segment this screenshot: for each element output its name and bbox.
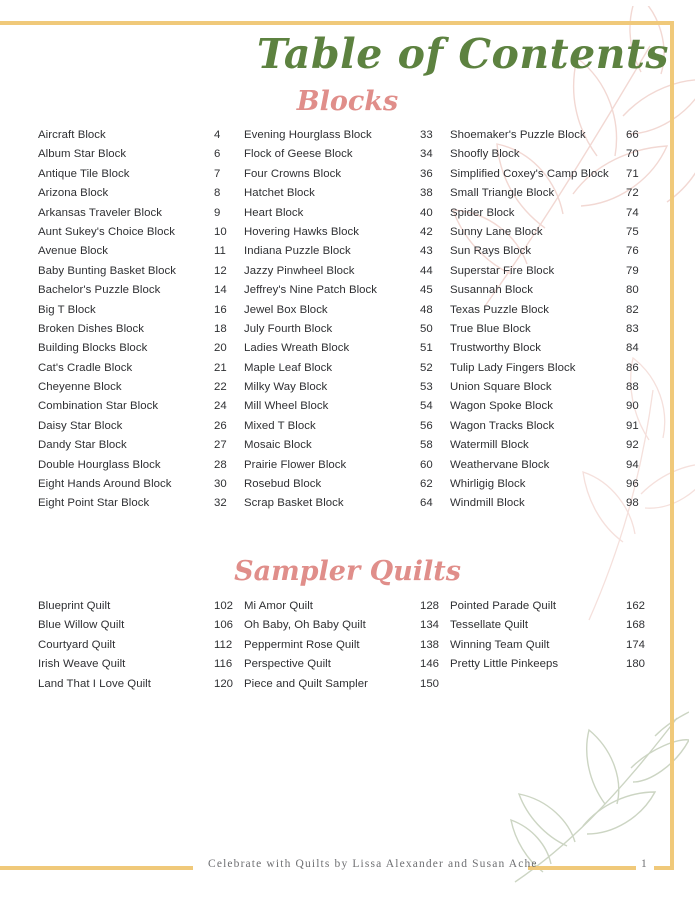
toc-entry[interactable] [38,420,244,439]
toc-entry[interactable] [450,129,656,148]
entry-title: Shoofly Block [450,148,520,161]
entry-page: 40 [420,206,433,219]
entry-page: 38 [420,187,433,200]
entry-title: Irish Weave Quilt [38,658,126,671]
toc-entry[interactable] [244,148,450,167]
entry-title: Heart Block [244,206,304,219]
entry-title: Shoemaker's Puzzle Block [450,129,586,141]
entry-title: Ladies Wreath Block [244,342,350,355]
entry-title: Dandy Star Block [38,439,127,452]
entry-page: 82 [626,303,639,316]
toc-entry[interactable] [450,478,656,497]
toc-entry[interactable] [38,245,244,264]
toc-entry[interactable] [38,678,244,697]
entry-title: Avenue Block [38,245,109,258]
entry-title: Whirligig Block [450,478,526,491]
toc-entry[interactable] [450,226,656,245]
entry-title: Mill Wheel Block [244,400,329,413]
entry-title: Four Crowns Block [244,167,342,180]
entry-page: 128 [420,600,440,612]
entry-title: Daisy Star Block [38,419,123,432]
toc-entry[interactable] [38,619,244,638]
toc-entry[interactable] [38,226,244,245]
entry-page: 7 [214,167,221,180]
toc-entry[interactable] [38,342,244,361]
entry-title: Windmill Block [450,497,525,510]
entry-page: 22 [214,381,227,394]
entry-title: Sun Rays Block [450,245,532,258]
entry-page: 76 [626,245,639,258]
entry-title: Arizona Block [38,187,109,200]
entry-page: 36 [420,167,433,180]
toc-entry[interactable] [244,639,450,658]
entry-title: Antique Tile Block [38,167,130,180]
entry-title: Tulip Lady Fingers Block [450,361,576,374]
toc-entry[interactable] [38,478,244,497]
entry-page: 10 [214,225,227,238]
entry-title: Pointed Parade Quilt [450,600,557,612]
toc-entry[interactable] [38,187,244,206]
toc-entry[interactable] [450,148,656,167]
entry-title: Jazzy Pinwheel Block [244,264,355,277]
toc-entry[interactable] [450,323,656,342]
page-title: Table of Contents [256,30,669,78]
entry-page: 56 [420,419,433,432]
entry-page: 84 [626,342,639,355]
entry-page: 64 [420,497,433,510]
entry-page: 11 [214,245,226,258]
toc-entry[interactable] [244,478,450,497]
entry-title: Union Square Block [450,381,552,394]
entry-title: Courtyard Quilt [38,638,116,651]
toc-entry[interactable] [244,207,450,226]
blocks-column-3 [450,129,656,517]
toc-entry[interactable] [38,381,244,400]
entry-title: True Blue Block [450,322,531,335]
toc-entry[interactable] [450,639,656,658]
footer-book-credit: Celebrate with Quilts by Lissa Alexander and Susan Ache [208,858,538,870]
toc-entry[interactable] [38,362,244,381]
entry-page: 72 [626,187,639,200]
entry-page: 42 [420,225,433,238]
entry-page: 21 [214,361,227,374]
entry-page: 120 [214,677,234,690]
entry-title: Perspective Quilt [244,658,331,671]
page-footer [0,858,695,880]
entry-title: Jeffrey's Nine Patch Block [244,284,378,297]
toc-entry[interactable] [244,400,450,419]
entry-title: Land That I Love Quilt [38,677,151,690]
entry-page: 74 [626,206,639,219]
entry-page: 112 [214,638,233,651]
toc-entry[interactable] [244,420,450,439]
entry-page: 98 [626,497,639,510]
entry-title: Rosebud Block [244,478,322,491]
entry-page: 134 [420,619,440,632]
toc-entry[interactable] [450,187,656,206]
entry-page: 106 [214,619,234,632]
entry-title: Tessellate Quilt [450,619,529,632]
toc-entry[interactable] [38,459,244,478]
toc-entry[interactable] [450,362,656,381]
toc-entry[interactable] [450,342,656,361]
toc-entry[interactable] [244,459,450,478]
toc-entry[interactable] [38,168,244,187]
entry-page: 180 [626,658,646,671]
entry-title: Mosaic Block [244,439,312,452]
toc-entry[interactable] [450,420,656,439]
entry-page: 4 [214,129,221,141]
entry-title: Winning Team Quilt [450,638,550,651]
entry-page: 168 [626,619,646,632]
entry-page: 43 [420,245,433,258]
entry-page: 53 [420,381,433,394]
toc-entry[interactable] [38,600,244,619]
entry-page: 51 [420,342,433,355]
entry-title: Watermill Block [450,439,529,452]
entry-title: Jewel Box Block [244,303,328,316]
entry-page: 150 [420,677,440,690]
entry-title: Small Triangle Block [450,187,555,200]
entry-title: Maple Leaf Block [244,361,333,374]
toc-entry[interactable] [38,148,244,167]
toc-entry[interactable] [450,207,656,226]
entry-page: 12 [214,264,227,277]
entry-title: Peppermint Rose Quilt [244,638,360,651]
toc-entry[interactable] [244,304,450,323]
entry-page: 30 [214,478,227,491]
sampler-quilts-entry-columns [38,600,656,697]
entry-page: 88 [626,381,639,394]
toc-entry[interactable] [244,265,450,284]
footer-page-number: 1 [641,858,647,870]
entry-title: Building Blocks Block [38,342,148,355]
toc-entry[interactable] [244,678,450,697]
quilts-column-1 [38,600,244,697]
toc-entry[interactable] [244,381,450,400]
toc-entry[interactable] [450,600,656,619]
entry-title: Weathervane Block [450,458,550,471]
toc-entry[interactable] [450,439,656,458]
entry-title: Indiana Puzzle Block [244,245,351,258]
entry-title: Simplified Coxey's Camp Block [450,167,609,180]
blocks-column-2 [244,129,450,517]
entry-page: 146 [420,658,440,671]
toc-entry[interactable] [450,381,656,400]
entry-page: 14 [214,284,227,297]
gold-rule-right [670,21,674,870]
toc-entry[interactable] [450,459,656,478]
entry-title: Album Star Block [38,148,127,161]
entry-page: 54 [420,400,433,413]
entry-title: Cheyenne Block [38,381,122,394]
entry-page: 62 [420,478,433,491]
entry-title: Flock of Geese Block [244,148,353,161]
toc-entry[interactable] [244,342,450,361]
entry-title: Baby Bunting Basket Block [38,264,177,277]
toc-entry[interactable] [450,619,656,638]
toc-entry[interactable] [38,304,244,323]
entry-page: 33 [420,129,433,141]
toc-entry[interactable] [450,304,656,323]
entry-title: Texas Puzzle Block [450,303,550,316]
toc-entry[interactable] [244,129,450,148]
entry-page: 58 [420,439,433,452]
entry-title: July Fourth Block [244,322,333,335]
entry-page: 92 [626,439,639,452]
entry-title: Wagon Spoke Block [450,400,553,413]
entry-page: 8 [214,187,221,200]
entry-title: Cat's Cradle Block [38,361,133,374]
entry-page: 6 [214,148,221,161]
toc-entry[interactable] [450,400,656,419]
entry-title: Bachelor's Puzzle Block [38,284,161,297]
entry-page: 52 [420,361,433,374]
entry-page: 27 [214,439,227,452]
toc-entry[interactable] [244,226,450,245]
section-heading-blocks: Blocks [296,86,399,117]
entry-page: 71 [626,167,639,180]
entry-title: Big T Block [38,303,96,316]
toc-entry[interactable] [244,168,450,187]
toc-entry[interactable] [38,207,244,226]
entry-page: 174 [626,638,646,651]
entry-page: 79 [626,264,639,277]
entry-page: 18 [214,322,227,335]
toc-entry[interactable] [450,245,656,264]
entry-title: Wagon Tracks Block [450,419,555,432]
toc-entry[interactable] [38,639,244,658]
entry-title: Mi Amor Quilt [244,600,314,612]
entry-title: Evening Hourglass Block [244,129,372,141]
entry-page: 86 [626,361,639,374]
entry-page: 116 [214,658,233,671]
toc-entry[interactable] [38,284,244,303]
toc-entry[interactable] [38,323,244,342]
entry-title: Double Hourglass Block [38,458,161,471]
entry-page: 83 [626,322,639,335]
entry-title: Scrap Basket Block [244,497,344,510]
entry-page: 66 [626,129,639,141]
entry-title: Superstar Fire Block [450,264,555,277]
entry-title: Oh Baby, Oh Baby Quilt [244,619,366,632]
entry-page: 96 [626,478,639,491]
toc-entry[interactable] [244,187,450,206]
entry-page: 138 [420,638,440,651]
entry-title: Sunny Lane Block [450,225,543,238]
blocks-entry-columns [38,129,656,517]
entry-title: Hovering Hawks Block [244,225,359,238]
entry-page: 80 [626,284,639,297]
toc-entry[interactable] [450,658,656,677]
toc-entry[interactable] [244,600,450,619]
quilts-column-3 [450,600,656,697]
entry-page: 26 [214,419,227,432]
toc-entry[interactable] [38,129,244,148]
toc-entry[interactable] [450,284,656,303]
entry-page: 44 [420,264,433,277]
entry-page: 16 [214,303,227,316]
entry-page: 50 [420,322,433,335]
entry-title: Eight Point Star Block [38,497,150,510]
entry-page: 9 [214,206,221,219]
entry-page: 60 [420,458,433,471]
entry-title: Arkansas Traveler Block [38,206,162,219]
blocks-column-1 [38,129,244,517]
entry-title: Broken Dishes Block [38,322,145,335]
toc-entry[interactable] [244,439,450,458]
entry-title: Mixed T Block [244,419,316,432]
toc-entry[interactable] [38,439,244,458]
toc-entry[interactable] [244,323,450,342]
entry-title: Aunt Sukey's Choice Block [38,225,176,238]
entry-title: Prairie Flower Block [244,458,347,471]
entry-page: 162 [626,600,646,612]
entry-page: 45 [420,284,433,297]
toc-entry[interactable] [450,265,656,284]
entry-page: 32 [214,497,227,510]
entry-page: 94 [626,458,639,471]
section-heading-sampler-quilts: Sampler Quilts [234,556,461,587]
toc-entry[interactable] [244,658,450,677]
entry-page: 28 [214,458,227,471]
entry-page: 20 [214,342,227,355]
toc-entry[interactable] [38,497,244,516]
entry-page: 48 [420,303,433,316]
entry-title: Pretty Little Pinkeeps [450,658,559,671]
toc-entry[interactable] [38,265,244,284]
entry-title: Blue Willow Quilt [38,619,125,632]
entry-title: Eight Hands Around Block [38,478,172,491]
toc-entry[interactable] [450,168,656,187]
entry-title: Combination Star Block [38,400,159,413]
entry-title: Milky Way Block [244,381,328,394]
entry-title: Spider Block [450,206,515,219]
toc-entry[interactable] [450,497,656,516]
gold-rule-top [0,21,672,25]
entry-title: Hatchet Block [244,187,315,200]
entry-title: Susannah Block [450,284,534,297]
toc-entry[interactable] [38,400,244,419]
toc-entry[interactable] [244,362,450,381]
entry-page: 102 [214,600,234,612]
entry-page: 90 [626,400,639,413]
entry-title: Blueprint Quilt [38,600,111,612]
entry-title: Piece and Quilt Sampler [244,677,368,690]
toc-entry[interactable] [244,245,450,264]
toc-entry[interactable] [244,497,450,516]
toc-entry[interactable] [244,284,450,303]
entry-title: Aircraft Block [38,129,106,141]
entry-page: 24 [214,400,227,413]
entry-page: 34 [420,148,433,161]
entry-page: 70 [626,148,639,161]
entry-title: Trustworthy Block [450,342,541,355]
quilts-column-2 [244,600,450,697]
toc-entry[interactable] [244,619,450,638]
toc-entry[interactable] [38,658,244,677]
entry-page: 91 [626,419,639,432]
entry-page: 75 [626,225,639,238]
